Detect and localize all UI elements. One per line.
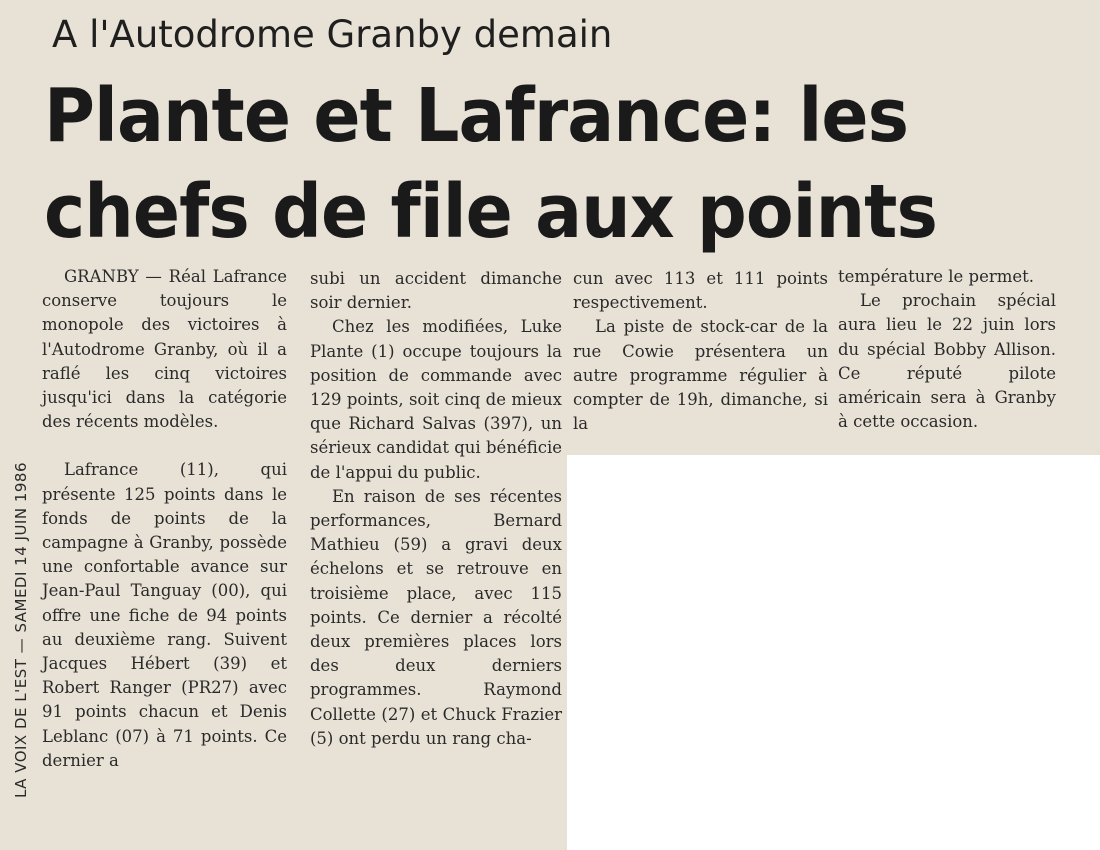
column-3-paragraph-2: La piste de stock-car de la rue Cowie présentera un autre programme régulier à compter de 19h, dimanche, si la xyxy=(573,317,828,434)
column-2-paragraph-1: subi un accident dimanche soir dernier. xyxy=(310,269,562,313)
column-1-paragraph-1: GRANBY — Réal Lafrance conserve toujours le monopole des victoires à l'Autodrome Granby, où il a raflé les cinq victoires jusqu'ici dans la catégorie des récents modèles. xyxy=(42,267,287,432)
column-2-paragraph-3: En raison de ses récentes performances, Bernard Mathieu (59) a gravi deux échelons et se retrouve en troisième place, avec 115 points. Ce dernier a récolté deux premières places lors des deux derniers programmes. Raymond Collette (27) et Chuck Frazier (5) ont perdu un rang cha- xyxy=(310,486,562,748)
column-2-paragraph-2: Chez les modifiées, Luke Plante (1) occupe toujours la position de commande avec 129 points, soit cinq de mieux que Richard Salvas (397), un sérieux candidat qui bénéficie de l'appui du public. xyxy=(310,317,562,482)
article-headline xyxy=(44,68,937,260)
article-column-2 xyxy=(310,267,562,751)
column-3-paragraph-1: cun avec 113 et 111 points respectivement. xyxy=(573,269,828,313)
column-4-paragraph-1: température le permet. xyxy=(838,267,1035,286)
headline-line-2: chefs de file aux points xyxy=(44,169,937,255)
article-kicker: A l'Autodrome Granby demain xyxy=(52,13,613,56)
publication-date-label: LA VOIX DE L'EST — SAMEDI 14 JUIN 1986 xyxy=(12,461,30,799)
article-column-4 xyxy=(838,265,1056,434)
column-4-paragraph-2: Le prochain spécial aura lieu le 22 juin lors du spécial Bobby Allison. Ce réputé pilote américain sera à Granby à cette occasion. xyxy=(838,291,1056,432)
article-column-3 xyxy=(573,267,828,436)
headline-line-1: Plante et Lafrance: les xyxy=(44,73,909,159)
article-column-1 xyxy=(42,265,287,773)
column-1-paragraph-2: Lafrance (11), qui présente 125 points dans le fonds de points de la campagne à Granby, possède une confortable avance sur Jean-Paul Tanguay (00), qui offre une fiche de 94 points au deuxième rang. Suivent Jacques Hébert (39) et Robert Ranger (PR27) avec 91 points chacun et Denis Leblanc (07) à 71 points. Ce dernier a xyxy=(42,460,287,770)
